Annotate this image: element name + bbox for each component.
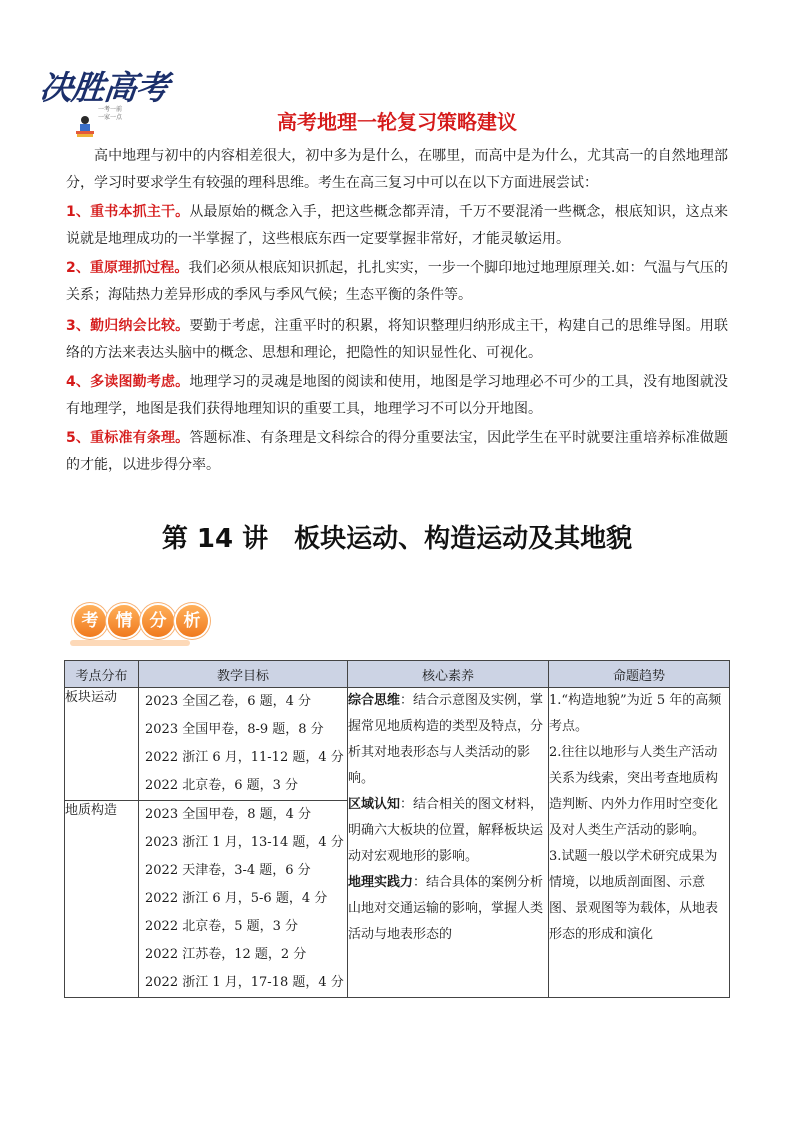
tip-3 [66, 313, 728, 366]
exam-item: 2022 浙江 6 月，11-12 题，4 分 [145, 750, 344, 765]
point-cell: 板块运动 [65, 688, 139, 801]
section-badge-char: 分 [142, 605, 174, 637]
exam-item: 2022 北京卷，6 题，3 分 [145, 778, 299, 793]
header-cell: 考点分布 [65, 661, 139, 688]
section-badge-char: 情 [108, 605, 140, 637]
trend-cell [549, 688, 730, 998]
tip-heading: 2、重原理抓过程。 [66, 260, 189, 276]
badge-underline [70, 640, 190, 646]
exam-item: 2022 浙江 1 月，17-18 题，4 分 [145, 975, 344, 990]
tip-heading: 4、多读图勤考虑。 [66, 374, 190, 390]
exam-list-cell [139, 801, 348, 998]
section-badge-char: 析 [176, 605, 208, 637]
tip-1 [66, 199, 728, 252]
logo-subtext: 一考一前 一家一点 [98, 106, 123, 121]
header-cell: 教学目标 [139, 661, 348, 688]
tip-body: 答题标准、有条理是文科综合的得分重要法宝，因此学生在平时就要注重培养标准做题的才能，以进步得分率。 [66, 430, 728, 473]
literacy-item: 区域认知：结合相关的图文材料，明确六大板块的位置，解释板块运动对宏观地形的影响。 [348, 797, 544, 864]
exam-item: 2023 浙江 1 月，13-14 题，4 分 [145, 835, 344, 850]
literacy-cell [348, 688, 549, 998]
section-badge-char: 考 [74, 605, 106, 637]
literacy-item: 综合思维：结合示意图及实例，掌握常见地质构造的类型及特点，分析其对地表形态与人类活动的影响。 [348, 693, 544, 786]
intro-paragraph: 高中地理与初中的内容相差很大，初中多为是什么，在哪里，而高中是为什么，尤其高一的自然地理部分，学习时要求学生有较强的理科思维。考生在高三复习中可以在以下方面进展尝试： [66, 148, 728, 191]
logo-text: 决胜高考 [37, 68, 170, 107]
tip-body: 地理学习的灵魂是地图的阅读和使用，地图是学习地理必不可少的工具，没有地图就没有地理学，地图是我们获得地理知识的重要工具，地理学习不可以分开地图。 [66, 374, 728, 417]
exam-item: 2022 北京卷，5 题，3 分 [145, 919, 299, 934]
strategy-title: 高考地理一轮复习策略建议 [277, 110, 517, 134]
header-cell: 核心素养 [348, 661, 549, 688]
tip-2 [66, 255, 728, 308]
exam-analysis-table [64, 660, 730, 998]
trend-item: 2.往往以地形与人类生产活动关系为线索，突出考查地质构造判断、内外力作用时空变化及对人类生产活动的影响。 [549, 745, 719, 838]
lesson-title: 第 14 讲 板块运动、构造运动及其地貌 [161, 524, 633, 554]
exam-item: 2022 天津卷，3-4 题，6 分 [145, 863, 311, 878]
exam-list-cell [139, 688, 348, 801]
tip-5 [66, 425, 728, 478]
table-row [65, 688, 730, 801]
tip-body: 我们必须从根底知识抓起，扎扎实实，一步一个脚印地过地理原理关.如：气温与气压的关系；海陆热力差异形成的季风与季风气候；生态平衡的条件等。 [66, 260, 728, 303]
trend-item: 3.试题一般以学术研究成果为情境，以地质剖面图、示意图、景观图等为载体，从地表形态的形成和演化 [549, 849, 719, 942]
tip-heading: 1、重书本抓主干。 [66, 204, 190, 220]
exam-item: 2023 全国甲卷，8-9 题，8 分 [145, 722, 324, 737]
exam-item: 2023 全国乙卷，6 题，4 分 [145, 694, 312, 709]
literacy-item: 地理实践力：结合具体的案例分析山地对交通运输的影响，掌握人类活动与地表形态的 [348, 875, 544, 942]
header-cell: 命题趋势 [549, 661, 730, 688]
exam-item: 2023 全国甲卷，8 题，4 分 [145, 807, 312, 822]
trend-item: 1.“构造地貌”为近 5 年的高频考点。 [549, 693, 722, 734]
tip-body: 从最原始的概念入手，把这些概念都弄清，千万不要混淆一些概念，根底知识，这点来说就是地理成功的一半掌握了，这些根底东西一定要掌握非常好，才能灵敏运用。 [66, 204, 728, 247]
exam-item: 2022 江苏卷，12 题，2 分 [145, 947, 307, 962]
point-cell: 地质构造 [65, 801, 139, 998]
table-header-row [65, 661, 730, 688]
tip-body: 要勤于考虑，注重平时的积累，将知识整理归纳形成主干，构建自己的思维导图。用联络的方法来表达头脑中的概念、思想和理论，把隐性的知识显性化、可视化。 [66, 318, 728, 361]
tip-heading: 5、重标准有条理。 [66, 430, 190, 446]
tip-heading: 3、勤归纳会比较。 [66, 318, 190, 334]
tip-4 [66, 369, 728, 422]
exam-item: 2022 浙江 6 月，5-6 题，4 分 [145, 891, 328, 906]
